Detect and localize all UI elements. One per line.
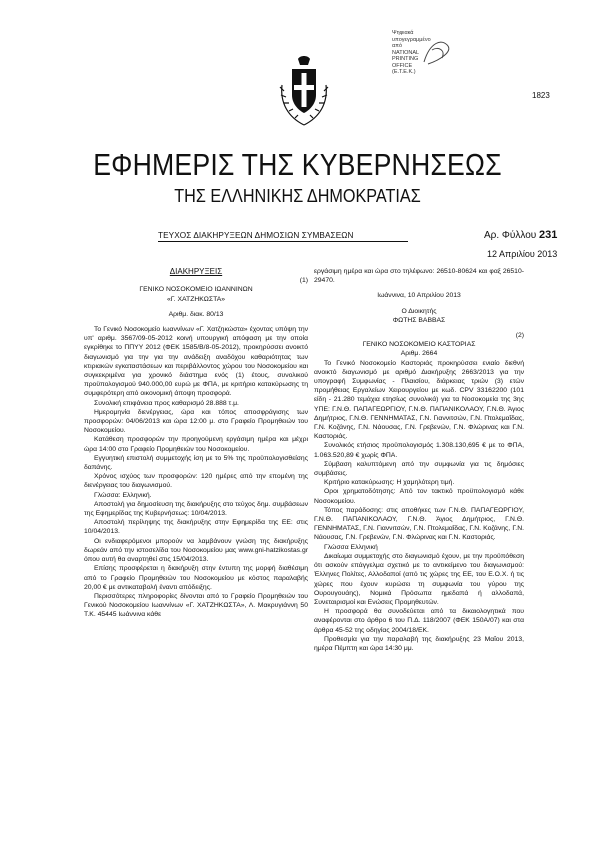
paragraph: Τόπος παράδοσης: στις αποθήκες των Γ.Ν.Θ. ΠΑΠΑΓΕΩΡΓΙΟΥ, Γ.Ν.Θ. ΠΑΠΑΝΙΚΟΛΑΟΥ, Γ.Ν.Θ. Άγιος Δημήτριος, Γ.Ν.Θ. ΓΕΝΝΗΜΑΤΑΣ, Γ.Ν. Γιαννιτσών, Γ.Ν. Πτολεμαΐδας, Γ.Ν. Κοζάνης, Γ.Ν. Νάουσας, Γ.Ν. Γρεβενών, Γ.Ν. Φλώρινας και Γ.Ν. Καστοριάς. xyxy=(314,506,524,542)
sign-name: ΦΩΤΗΣ ΒΑΒΒΑΣ xyxy=(392,316,446,324)
sign-role: Ο Διοικητής xyxy=(401,307,437,315)
issue-number xyxy=(484,229,557,241)
page-number: 1823 xyxy=(532,91,550,100)
paragraph: Επίσης προσφέρεται η διακήρυξη στην έντυπη της μορφή διαθέσιμη από το Γραφείο Προμηθειών του Νοσοκομείου με κόστος παραλαβής 20,00 € με αντικαταβολή έναντι απόδειξης. xyxy=(84,565,308,591)
paragraph: Η προσφορά θα συνοδεύεται από τα δικαιολογητικά που αναφέρονται στο άρθρο 6 του Π.Δ. 118/2007 (ΦΕΚ 150Α/07) και στα άρθρα 45-52 της οδηγίας 2004/18/ΕΚ. xyxy=(314,608,524,634)
paragraph: Συνολική επιφάνεια προς καθαρισμό 28.888 τ.μ. xyxy=(94,399,239,407)
stamp-line: NATIONAL xyxy=(392,49,420,56)
org-name: ΓΕΝΙΚΟ ΝΟΣΟΚΟΜΕΙΟ ΙΩΑΝΝΙΝΩΝ xyxy=(139,286,253,294)
issue-date: 12 Απριλίου 2013 xyxy=(487,249,558,259)
declaration-number: Αριθμ. διακ. 80/13 xyxy=(168,310,224,318)
paragraph: Δικαίωμα συμμετοχής στο διαγωνισμό έχουν, με την προϋπόθεση ότι ασκούν επάγγελμα σχετικό με το αντικείμενο του διαγωνισμού: Έλληνες Πολίτες, Αλλοδαποί (από τις χώρες της ΕΕ, του Ε.Ο.Χ. ή τις χώρες που έχουν κυρώσει τη συμφωνία του γύρου της Ουρουγουάης), Νομικά Πρόσωπα ημεδαπά ή αλλοδαπά, Συνεταιρισμοί και Ενώσεις Προμηθευτών. xyxy=(314,552,524,606)
org-name: ΓΕΝΙΚΟ ΝΟΣΟΚΟΜΕΙΟ ΚΑΣΤΟΡΙΑΣ xyxy=(362,341,476,349)
org-name-sub: «Γ. ΧΑΤΖΗΚΩΣΤΑ» xyxy=(166,295,226,303)
paragraph: Αποστολή για δημοσίευση της διακήρυξης στο τεύχος δημ. συμβάσεων της Εφημερίδας της Κυβερνήσεως: 10/04/2013. xyxy=(84,500,308,518)
series-underline xyxy=(158,241,408,242)
declaration-number: Αριθμ. 2664 xyxy=(400,350,438,358)
issue-value: 231 xyxy=(539,229,558,241)
continuation-text: εργάσιμη ημέρα και ώρα στο τηλέφωνο: 26510-80624 και φαξ 26510-29470. xyxy=(314,268,524,285)
paragraph: Οροι χρηματοδότησης: Από τον τακτικό προϋπολογισμό κάθε Νοσοκομείου. xyxy=(314,488,524,505)
section-title: ΔΙΑΚΗΡΥΞΕΙΣ xyxy=(169,267,223,276)
paragraph: Περισσότερες πληροφορίες δίνονται από το Γραφείο Προμηθειών του Γενικού Νοσοκομείου Ιωαννίνων «Γ. ΧΑΤΖΗΚΩΣΤΑ», Λ. Μακρυγιάννη 50 Τ.Κ. 45445 Ιωάννινα κάθε xyxy=(84,592,308,619)
paragraph: Οι ενδιαφερόμενοι μπορούν να λαμβάνουν γνώση της διακήρυξης δωρεάν από την ιστοσελίδα του Νοσοκομείου μας www.gni-hatzikostas.gr όπου αυτή θα αναρτηθεί στις 15/04/2013. xyxy=(84,537,308,564)
gazette-subtitle: ΤΗΣ ΕΛΛΗΝΙΚΗΣ ΔΗΜΟΚΡΑΤΙΑΣ xyxy=(174,186,421,206)
issue-label: Αρ. Φύλλου xyxy=(484,230,537,241)
stamp-line: Ψηφιακά xyxy=(392,30,414,36)
issue-series: ΤΕΥΧΟΣ ΔΙΑΚΗΡΥΞΕΩΝ ΔΗΜΟΣΙΩΝ ΣΥΜΒΑΣΕΩΝ xyxy=(158,231,354,240)
sign-place-date: Ιωάννινα, 10 Απριλίου 2013 xyxy=(377,292,461,300)
column-left xyxy=(84,267,308,620)
paragraph: Γλώσσα Ελληνική xyxy=(324,543,378,551)
paragraph: Κατάθεση προσφορών την προηγούμενη εργάσιμη ημέρα και μέχρι ώρα 14:00 στο Γραφείο Προμηθειών του Νοσοκομείου. xyxy=(84,436,308,453)
paragraph: Το Γενικό Νοσοκομείο Ιωαννίνων «Γ. Χατζηκώστα» έχοντας υπόψη την υπ' αριθμ. 3567/09-05-2012 κοινή υπουργική απόφαση με την οποία εγκρίθηκε το ΠΠΥΥ 2012 (ΦΕΚ 1585/Β/8-05-2012), προκηρύσσει ανοικτό διαγωνισμό για την για την ανάδειξη αναδόχου καθαριότητας των κτιριακών εγκαταστάσεων και περιβάλλοντος χώρου του Νοσοκομείου και συγκεκριμένα για χρονικό διάστημα ενός (1) έτους, συνολικού προϋπολογισμού 940.000,00 ευρώ με ΦΠΑ, με κριτήριο κατακύρωσης τη συμφερότερη από οικονομική άποψη προσφορά. xyxy=(84,326,308,398)
stamp-line: OFFICE xyxy=(392,62,413,69)
signature-scribble-icon xyxy=(422,36,452,68)
digital-signature-stamp xyxy=(392,30,462,76)
paragraph: Το Γενικό Νοσοκομείο Καστοριάς προκηρύσσει ενιαίο διεθνή ανοικτό διαγωνισμό με αριθμό Διακήρυξης 2663/2013 για την υπογραφή Συμφωνίας - Πλαισίου, διάρκειας τριών (3) ετών προμήθειας Εργαλείων Χειρουργείου με κωδ. CPV 33162200 (101 είδη - 21.280 τεμάχια ετησίως συνολικά) για τα Νοσοκομεία της 3ης ΥΠΕ: Γ.Ν.Θ. ΠΑΠΑΓΕΩΡΓΙΟΥ, Γ.Ν.Θ. ΠΑΠΑΝΙΚΟΛΑΟΥ, Γ.Ν.Θ. Άγιος Δημήτριος, Γ.Ν.Θ. ΓΕΝΝΗΜΑΤΑΣ, Γ.Ν. Γιαννιτσών, Γ.Ν. Πτολεμαΐδας, Γ.Ν. Κοζάνης, Γ.Ν. Νάουσας, Γ.Ν. Γρεβενών, Γ.Ν. Φλώρινας και Γ.Ν. Καστοριάς. xyxy=(314,359,524,441)
paragraph: Σύμβαση καλυπτόμενη από την συμφωνία για τις δημόσιες συμβάσεις. xyxy=(314,460,524,478)
paragraph: Γλώσσα: Ελληνική. xyxy=(94,491,152,499)
greek-coat-of-arms-icon xyxy=(278,55,330,127)
notice-number: (1) xyxy=(299,277,308,285)
paragraph: Προθεσμία για την παραλαβή της διακήρυξης 23 Μαΐου 2013, ημέρα Πέμπτη και ώρα 14:30 μμ. xyxy=(314,635,524,652)
column-right xyxy=(314,267,524,653)
gazette-title: ΕΦΗΜΕΡΙΣ ΤΗΣ ΚΥΒΕΡΝΗΣΕΩΣ xyxy=(93,147,502,182)
notice-number: (2) xyxy=(515,332,524,340)
paragraph: Ημερομηνία διενέργειας, ώρα και τόπος αποσφράγισης των προσφορών: 04/06/2013 και ώρα 12:00 μ. στο Γραφείο Προμηθειών του Νοσοκομείου. xyxy=(84,408,308,435)
paragraph: Χρόνος ισχύος των προσφορών: 120 ημέρες από την επομένη της διενέργειας του διαγωνισμού. xyxy=(84,473,308,490)
stamp-line: από xyxy=(392,43,403,49)
stamp-line: υπογεγραμμένο xyxy=(392,36,431,43)
paragraph: Κριτήριο κατακύρωσης: Η χαμηλότερη τιμή. xyxy=(324,479,455,487)
paragraph: Συνολικός ετήσιος προϋπολογισμός 1.308.130,695 € με το ΦΠΑ, 1.063.520,89 € χωρίς ΦΠΑ. xyxy=(314,442,524,459)
paragraph: Εγγυητική επιστολή συμμετοχής ίση με το 5% της προϋπολογισθείσης δαπάνης. xyxy=(84,454,308,472)
stamp-line: PRINTING xyxy=(392,56,419,62)
stamp-line: (Ε.Τ.Ε.Κ.) xyxy=(392,69,416,75)
paragraph: Αποστολή περίληψης της διακήρυξης στην Εφημερίδα της ΕΕ: στις 10/04/2013. xyxy=(84,519,308,536)
